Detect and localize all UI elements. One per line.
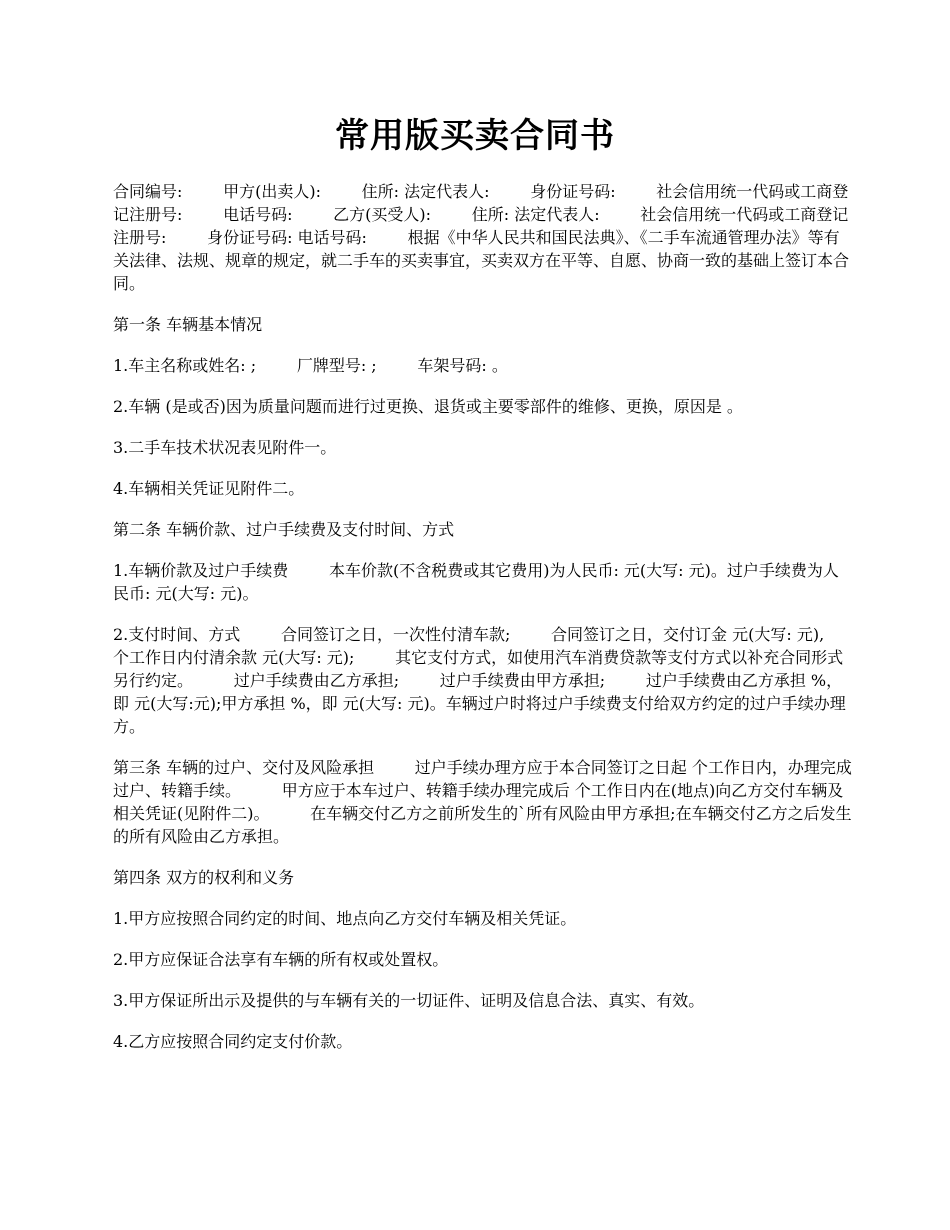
clause-paragraph: 1.车主名称或姓名: ; 厂牌型号: ; 车架号码: 。 <box>113 356 508 375</box>
section-paragraph-3: 第三条 车辆的过户、交付及风险承担 过户手续办理方应于本合同签订之日起 个工作日内，办理完成过户、转籍手续。 甲方应于本车过户、转籍手续办理完成后 个工作日内在(地点)向乙方交付车辆及相关凭证(见附件二)。 在车辆交付乙方之前所发生的`所有风险由甲方承担;在车辆交付乙方之后发生的所有风险由乙方承担。 <box>113 758 852 846</box>
clause-paragraph: 2.支付时间、方式 合同签订之日，一次性付清车款; 合同签订之日，交付订金 元(大写: 元), 个工作日内付清余款 元(大写: 元); 其它支付方式，如使用汽车消费贷款等支付方式以补充合同形式另行约定。 过户手续费由乙方承担; 过户手续费由甲方承担; 过户手续费由乙方承担 %，即 元(大写:元);甲方承担 %，即 元(大写: 元)。车辆过户时将过户手续费支付给双方约定的过户手续办理方。 <box>113 625 865 736</box>
clause-paragraph: 4.车辆相关凭证见附件二。 <box>113 479 305 498</box>
clause-paragraph: 4.乙方应按照合同约定支付价款。 <box>113 1032 353 1051</box>
document-title: 常用版买卖合同书 <box>335 116 615 156</box>
section-heading-1: 第一条 车辆基本情况 <box>113 315 263 334</box>
section-heading-4: 第四条 双方的权利和义务 <box>113 868 295 887</box>
clause-paragraph: 2.车辆 (是或否)因为质量问题而进行过更换、退货或主要零部件的维修、更换，原因是 。 <box>113 397 743 416</box>
section-heading-2: 第二条 车辆价款、过户手续费及支付时间、方式 <box>113 520 455 539</box>
intro-paragraph: 合同编号: 甲方(出卖人): 住所: 法定代表人: 身份证号码: 社会信用统一代码或工商登记注册号: 电话号码: 乙方(买受人): 住所: 法定代表人: 社会信用统一代码或工商登记注册号: 身份证号码: 电话号码: 根据《中华人民共和国民法典》、《二手车流通管理办法》等有关法律、法规、规章的规定，就二手车的买卖事宜，买卖双方在平等、自愿、协商一致的基础上签订本合同。 <box>113 182 850 293</box>
clause-paragraph: 3.甲方保证所出示及提供的与车辆有关的一切证件、证明及信息合法、真实、有效。 <box>113 991 705 1010</box>
clause-paragraph: 3.二手车技术状况表见附件一。 <box>113 438 337 457</box>
document-body <box>113 180 865 1071</box>
clause-paragraph: 1.车辆价款及过户手续费 本车价款(不含税费或其它费用)为人民币: 元(大写: 元)。过户手续费为人民币: 元(大写: 元)。 <box>113 561 839 603</box>
clause-paragraph: 1.甲方应按照合同约定的时间、地点向乙方交付车辆及相关凭证。 <box>113 909 577 928</box>
clause-paragraph: 2.甲方应保证合法享有车辆的所有权或处置权。 <box>113 950 449 969</box>
